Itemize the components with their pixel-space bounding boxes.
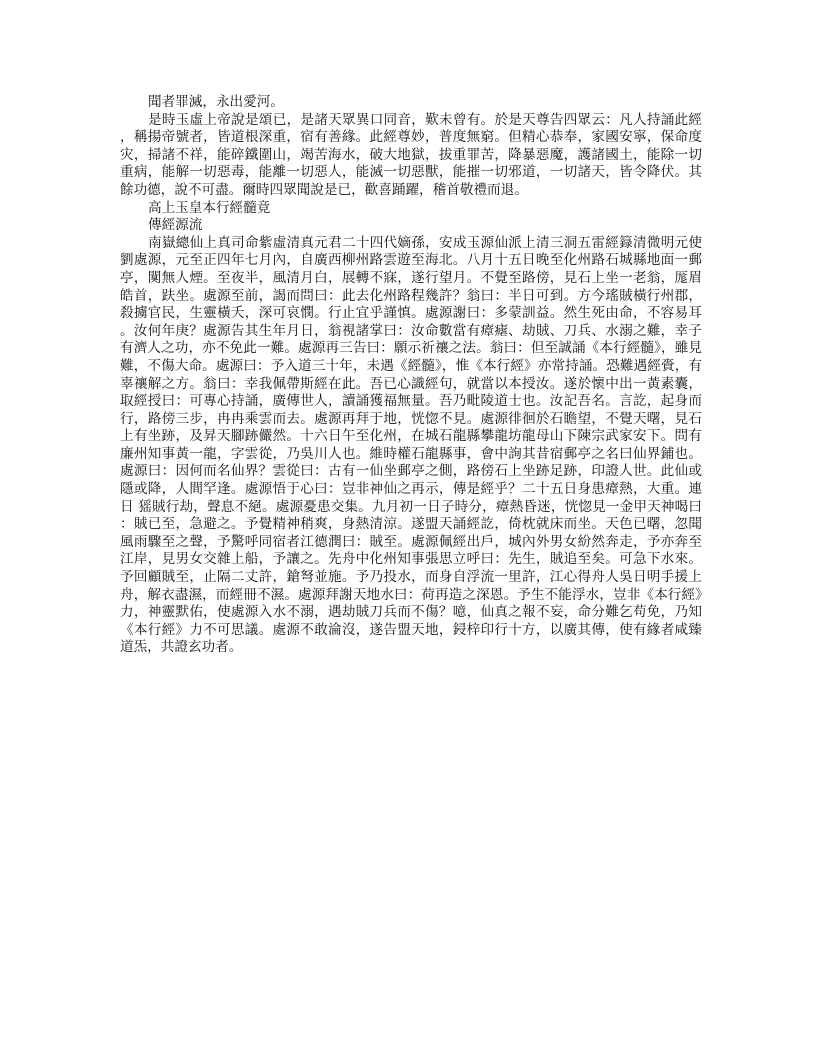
heading-transmission-origin: 傳經源流 [148,217,203,234]
paragraph-closing-verse: 聞者罪滅，永出愛河。 [148,94,284,110]
paragraph-transmission-narrative: 南嶽總仙上真司命紫虛清真元君二十四代嫡孫，安成玉源仙派上清三洞五雷經籙清微明元使劉處源，元至正四年七月內，自廣西柳州路雲遊至海北。八月十五日晚至化州路石城縣地面一郵亭，闃無人煙。至夜半，風清月白，展轉不寐，遂行望月。不覺至路傍，見石上坐一老翁，厖眉皓首，趺坐。處源至前，謁而問曰：此去化州路程幾許？翁曰：半日可到。方今瑤賊橫行州郡，殺擄官民，生靈橫夭，深可哀憫。行止宜乎謹慎。處源謝曰：多蒙訓益。然生死由命，不容易耳。汝何年庚？處源告其生年月日，翁視諸掌曰：汝命數當有瘴瘧、劫賊、刀兵、水溺之難，幸子有濟人之功，亦不免此一難。處源再三告曰：願示祈禳之法。翁曰：但至誠誦《本行經髓》，雖見難，不傷大命。處源曰：予入道三十年，未遇《經髓》，惟《本行經》亦常持誦。恐難遇經賫，有辜禳解之方。翁曰：幸我佩帶斯經在此。吾已心識經句，就當以本授汝。遂於懷中出一黃素囊，取經授曰：可專心持誦，廣傳世人，讀誦獲福無量。吾乃毗陵道士也。汝記吾名。言訖，起身而行，路傍三步，冉冉乘雲而去。處源再拜于地，恍惚不見。處源徘徊於石瞻望，不覺天曙，見石上有坐跡，及昇天腳跡儼然。十六日午至化州，在城石龍縣攀龍坊龍母山下陳宗武家安下。問有廉州知事黃一龍，字雲從，乃吳川人也。維時權石龍縣事，會中詢其昔宿郵亭之名曰仙界鋪也。處源曰：因何而名仙界？雲從曰：古有一仙坐郵亭之側，路傍石上坐跡足跡，印證人世。此仙或隱或降，人間罕逢。處源悟于心曰：豈非神仙之再示，傳是經乎？二十五日身患瘴熱，大重。連日 猺賊行劫，聲息不絕。處源憂患交集。九月初一日子時分，瘴熱昏迷，恍惚見一金甲天神喝曰：賊已至，急避之。予覺精神稍爽，身熱清涼。遂盟天誦經訖，倚枕就床而坐。天色已曙，忽聞風雨驟至之聲，予驚呼同宿者江德潤曰：賊至。處源佩經出戶，城內外男女紛然奔走，予亦奔至江岸，見男女交雜上船，予讓之。先舟中化州知事張思立呼曰：先生，賊追至矣。可急下水來。予回顧賊至，止隔二丈許，鎗弩並施。予乃投水，而身自浮流一里許，江心得舟人吳日明手援上舟，解衣盡濕，而經冊不濕。處源拜謝天地水曰：荷再造之深恩。予生不能浮水，豈非《本行經》力，神靈默佑，使處源入水不溺，遇劫賊刀兵而不傷？噫，仙真之報不妄，命分難乞苟免，乃知《本行經》力不可思議。處源不敢淪沒，遂告盟天地，鋟梓印行十方，以廣其傳，使有緣者咸臻道炁，共證玄功者。 [120,234,702,656]
paragraph-merits: 是時玉虛上帝說是頌已，是諸天眾異口同音，歎未曾有。於是天尊告四眾云：凡人持誦此經，稱揚帝號者，皆道根深重，宿有善緣。此經尊妙，普度無窮。但精心恭奉，家國安寧，保命度灾，掃諸不祥，能碎鐵圍山，竭苦海水，破大地獄，拔重罪苦，降暴惡魔，護諸國土，能除一切重病，能解一切惡毒，能離一切惡人，能滅一切惡獸，能摧一切邪道，一切諸天，皆令降伏。其餘功德，說不可盡。爾時四眾聞說是已，歡喜踊躍，稽首敬禮而退。 [120,111,702,198]
text-block [120,94,702,657]
heading-scripture-end: 高上玉皇本行經髓竟 [148,199,271,216]
